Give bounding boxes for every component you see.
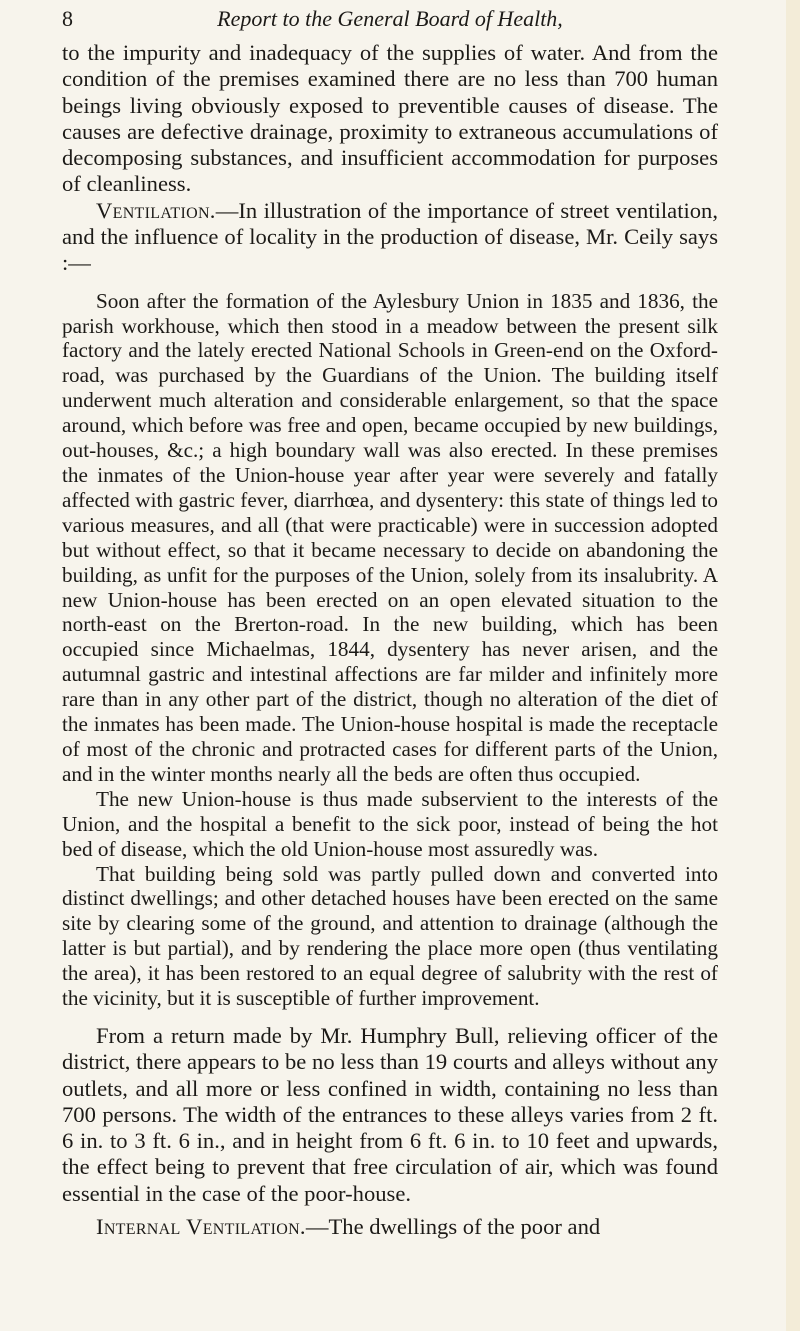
- quote-paragraph-old-building: That building being sold was partly pulled down and converted into distinct dwellings; and other detached houses have been erected on the same site by clearing some of the ground, and attention to drainage (although the latter is but partial), and by rendering the place more open (thus ventilating the area), it has been restored to an equal degree of salubrity with the rest of the vicinity, but it is susceptible of further improvement.: [62, 861, 718, 1011]
- quoted-report: [62, 289, 718, 1011]
- ventilation-text: —In illustration of the importance of street ventilation, and the influence of locality in the production of disease, Mr. Ceily says :—: [62, 197, 718, 276]
- page-header: [62, 6, 718, 36]
- paragraph-courts-alleys: From a return made by Mr. Humphry Bull, relieving officer of the district, there appears to be no less than 19 courts and alleys without any outlets, and all more or less confined in width, containing no less than 700 persons. The width of the entrances to these alleys varies from 2 ft. 6 in. to 3 ft. 6 in., and in height from 6 ft. 6 in. to 10 feet and upwards, the effect being to prevent that free circulation of air, which was found essential in the case of the poor-house.: [62, 1022, 718, 1206]
- quote-paragraph-new-union-house: The new Union-house is thus made subservient to the interests of the Union, and the hospital a benefit to the sick poor, instead of being the hot bed of disease, which the old Union-house most assuredly was.: [62, 786, 718, 861]
- running-head: Report to the General Board of Health,: [217, 6, 563, 31]
- quote-paragraph-aylesbury-union: Soon after the formation of the Aylesbury Union in 1835 and 1836, the parish workhouse, which then stood in a meadow between the present silk factory and the lately erected National Schools in Green-end on the Oxford-road, was purchased by the Guardians of the Union. The building itself underwent much alteration and considerable enlargement, so that the space around, which before was free and open, became occupied by new buildings, out-houses, &c.; a high boundary wall was also erected. In these premises the inmates of the Union-house year after year were severely and fatally affected with gastric fever, diarrhœa, and dysentery: this state of things led to various measures, and all (that were practicable) were in succession adopted but without effect, so that it became necessary to decide on abandoning the building, as unfit for the purposes of the Union, solely from its insalubrity. A new Union-house has been erected on an open elevated situation to the north-east on the Brerton-road. In the new building, which has been occupied since Michaelmas, 1844, dysentery has never arisen, and the autumnal gastric and intestinal affections are far milder and infinitely more rare than in any other part of the district, though no alteration of the diet of the inmates has been made. The Union-house hospital is made the receptacle of most of the chronic and protracted cases for different parts of the Union, and in the winter months nearly all the beds are often thus occupied.: [62, 288, 718, 786]
- section-heading-ventilation: Ventilation.: [96, 197, 216, 223]
- section-heading-internal-ventilation: Internal Ventilation.: [96, 1214, 306, 1240]
- paragraph-internal-ventilation: [62, 1214, 718, 1240]
- internal-ventilation-text: —The dwellings of the poor and: [305, 1214, 601, 1240]
- paragraph-ventilation: [62, 198, 718, 277]
- page-body: [62, 40, 718, 1240]
- page-edge: [786, 0, 800, 1331]
- page-number: 8: [62, 6, 73, 31]
- paragraph-water-supply: to the impurity and inadequacy of the supplies of water. And from the condition of the premises examined there are no less than 700 human beings living obviously exposed to preventible causes of disease. The causes are defective drainage, proximity to extraneous accumulations of decomposing substances, and insufficient accommodation for purposes of cleanliness.: [62, 40, 718, 197]
